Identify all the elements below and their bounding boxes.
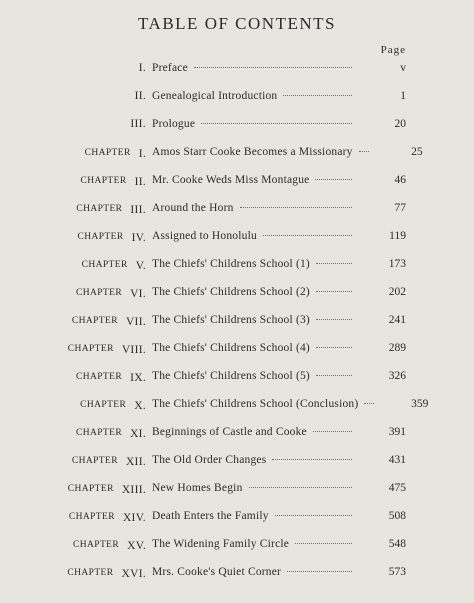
entry-number	[0, 232, 152, 244]
toc-entry	[0, 174, 474, 194]
dot-leader	[313, 431, 352, 432]
roman-numeral: VI.	[130, 288, 146, 300]
page-number: 573	[388, 566, 406, 578]
entry-number	[0, 148, 152, 160]
chapter-label: CHAPTER	[80, 400, 127, 410]
page-number: 548	[388, 538, 406, 550]
roman-numeral: IV.	[131, 232, 146, 244]
roman-numeral: XII.	[125, 456, 146, 468]
roman-numeral: XIV.	[122, 512, 146, 524]
toc-entry	[0, 454, 474, 474]
chapter-label: CHAPTER	[73, 540, 120, 550]
toc-entry	[0, 538, 474, 558]
toc-entry	[0, 510, 474, 530]
dot-leader	[316, 291, 352, 292]
roman-numeral: IX.	[130, 372, 146, 384]
toc-entry	[0, 342, 474, 362]
toc-entry	[0, 202, 474, 222]
roman-numeral: III.	[130, 118, 146, 130]
dot-leader	[359, 151, 369, 152]
dot-leader	[283, 95, 352, 96]
page-number: 20	[394, 118, 406, 130]
roman-numeral: I.	[138, 148, 146, 160]
roman-numeral: III.	[130, 204, 146, 216]
chapter-label: CHAPTER	[68, 512, 115, 522]
entry-title: Preface	[152, 62, 188, 74]
page-number: 475	[388, 482, 406, 494]
chapter-label: CHAPTER	[75, 372, 123, 382]
page-number: 359	[411, 398, 429, 410]
entry-number	[0, 400, 152, 412]
dot-leader	[201, 123, 352, 124]
chapter-label: CHAPTER	[75, 288, 123, 298]
page-number: 77	[394, 202, 406, 214]
entry-title: The Chiefs' Childrens School (2)	[152, 286, 310, 298]
roman-numeral: V.	[135, 260, 146, 272]
chapter-label: CHAPTER	[84, 148, 131, 158]
page-number: 46	[394, 174, 406, 186]
roman-numeral: XI.	[130, 428, 146, 440]
toc-entry	[0, 482, 474, 502]
page-number: 1	[400, 90, 406, 102]
toc-entry	[0, 146, 474, 166]
dot-leader	[316, 375, 352, 376]
entry-title: Assigned to Honolulu	[152, 230, 257, 242]
dot-leader	[287, 571, 352, 572]
toc-entry	[0, 258, 474, 278]
roman-numeral: VIII.	[121, 344, 146, 356]
toc-entry	[0, 566, 474, 586]
dot-leader	[275, 515, 352, 516]
chapter-label: CHAPTER	[81, 260, 128, 270]
toc-entry	[0, 370, 474, 390]
entry-title: Mr. Cooke Weds Miss Montague	[152, 174, 310, 186]
entry-number	[0, 540, 152, 552]
page-number: 431	[388, 454, 406, 466]
toc-entry	[0, 314, 474, 334]
chapter-label: CHAPTER	[77, 232, 124, 242]
page-number: v	[400, 62, 406, 74]
dot-leader	[316, 347, 352, 348]
toc-entry	[0, 230, 474, 250]
entry-title: The Chiefs' Childrens School (Conclusion)	[152, 398, 359, 410]
roman-numeral: XVI.	[121, 568, 146, 580]
entry-title: Beginnings of Castle and Cooke	[152, 426, 307, 438]
page-number: 119	[389, 230, 406, 242]
entry-number	[0, 90, 152, 102]
page-number: 202	[388, 286, 406, 298]
roman-numeral: VII.	[125, 316, 146, 328]
entry-number	[0, 288, 152, 300]
page-number: 508	[388, 510, 406, 522]
entry-title: New Homes Begin	[152, 482, 243, 494]
roman-numeral: II.	[134, 90, 146, 102]
toc-entry	[0, 62, 474, 82]
entry-number	[0, 204, 152, 216]
entry-title: The Chiefs' Childrens School (4)	[152, 342, 310, 354]
dot-leader	[316, 319, 352, 320]
entry-title: The Old Order Changes	[152, 454, 267, 466]
entry-title: Death Enters the Family	[152, 510, 269, 522]
entry-number	[0, 568, 152, 580]
roman-numeral: I.	[138, 62, 146, 74]
toc-entry	[0, 398, 474, 418]
dot-leader	[194, 67, 352, 68]
toc-entry	[0, 286, 474, 306]
chapter-label: CHAPTER	[75, 428, 123, 438]
entry-title: Genealogical Introduction	[152, 90, 278, 102]
toc-entry	[0, 118, 474, 138]
dot-leader	[316, 263, 352, 264]
dot-leader	[295, 543, 352, 544]
entry-title: The Widening Family Circle	[152, 538, 290, 550]
toc-entry	[0, 426, 474, 446]
entry-number	[0, 176, 152, 188]
entry-number	[0, 428, 152, 440]
entry-number	[0, 62, 152, 74]
chapter-label: CHAPTER	[71, 316, 118, 326]
chapter-label: CHAPTER	[80, 176, 127, 186]
roman-numeral: XIII.	[121, 484, 146, 496]
page-title: TABLE OF CONTENTS	[138, 14, 336, 33]
page-number: 391	[388, 426, 406, 438]
page-number: 326	[388, 370, 406, 382]
page-number: 173	[388, 258, 406, 270]
roman-numeral: II.	[134, 176, 146, 188]
roman-numeral: X.	[134, 400, 146, 412]
entry-title: Amos Starr Cooke Becomes a Missionary	[152, 146, 353, 158]
page-number: 241	[388, 314, 406, 326]
entry-title: The Chiefs' Childrens School (3)	[152, 314, 310, 326]
entry-title: The Chiefs' Childrens School (1)	[152, 258, 310, 270]
dot-leader	[272, 459, 352, 460]
entry-title: Around the Horn	[152, 202, 234, 214]
chapter-label: CHAPTER	[76, 204, 123, 214]
entry-title: The Chiefs' Childrens School (5)	[152, 370, 310, 382]
entry-number	[0, 372, 152, 384]
entry-number	[0, 316, 152, 328]
entry-number	[0, 484, 152, 496]
entry-number	[0, 118, 152, 130]
chapter-label: CHAPTER	[67, 484, 114, 494]
entry-title: Prologue	[152, 118, 196, 130]
entry-number	[0, 512, 152, 524]
entry-number	[0, 344, 152, 356]
toc-entry	[0, 90, 474, 110]
roman-numeral: XV.	[127, 540, 146, 552]
page-number: 25	[411, 146, 423, 158]
chapter-label: CHAPTER	[67, 568, 114, 578]
entry-number	[0, 260, 152, 272]
chapter-label: CHAPTER	[67, 344, 114, 354]
dot-leader	[364, 403, 374, 404]
chapter-label: CHAPTER	[71, 456, 118, 466]
entry-title: Mrs. Cooke's Quiet Corner	[152, 566, 282, 578]
page-column-header: Page	[380, 44, 406, 56]
dot-leader	[263, 235, 352, 236]
dot-leader	[249, 487, 352, 488]
dot-leader	[315, 179, 352, 180]
page-number: 289	[388, 342, 406, 354]
entry-number	[0, 456, 152, 468]
dot-leader	[240, 207, 352, 208]
